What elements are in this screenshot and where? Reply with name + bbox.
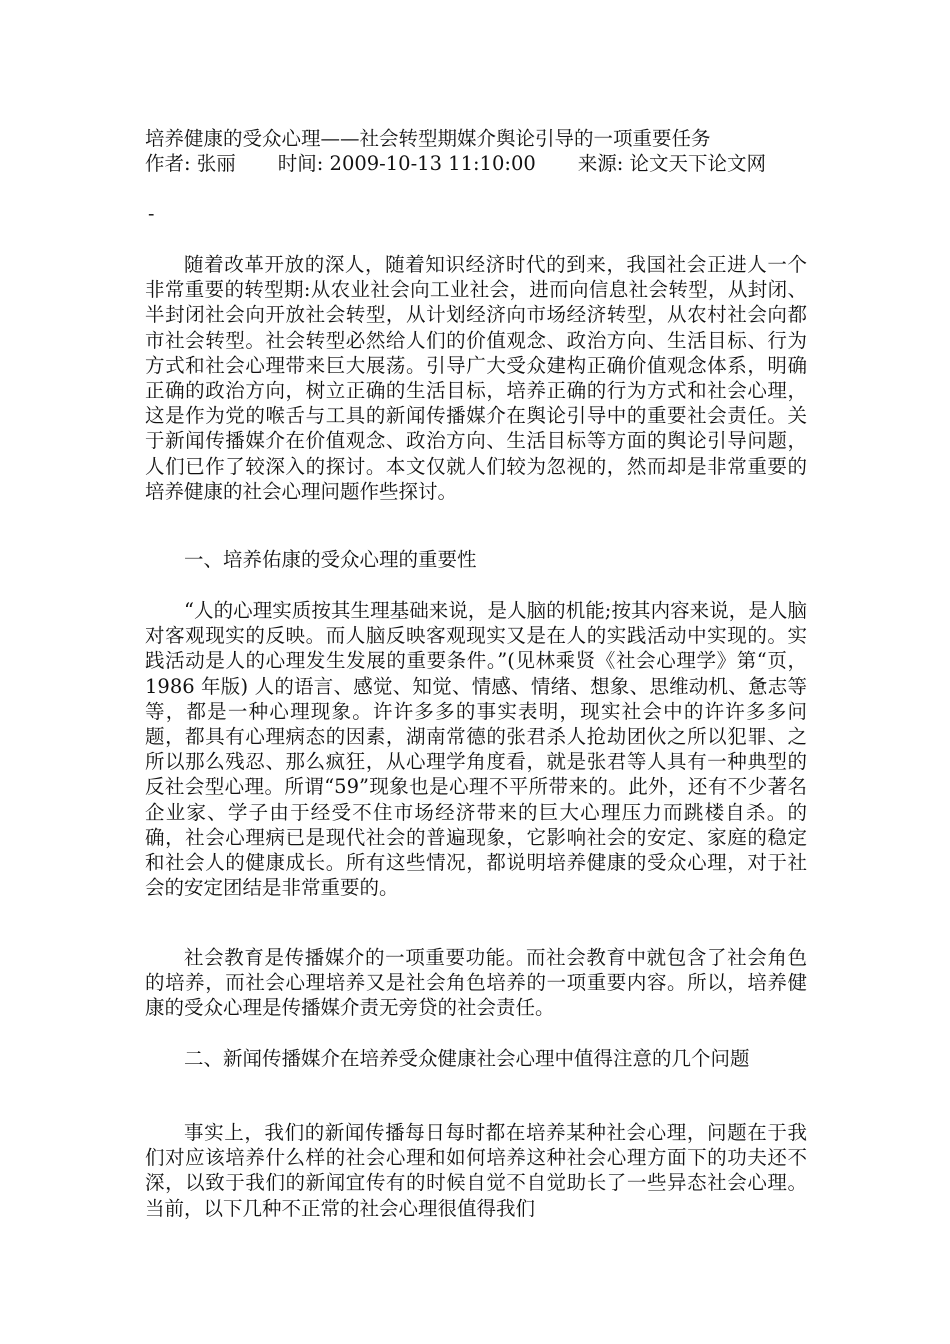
paragraph-intro: 随着改革开放的深人，随着知识经济时代的到来，我国社会正进人一个非常重要的转型期:从农业社会向工业社会，进而向信息社会转型，从封闭、半封闭社会向开放社会转型，从计划经济向市场经济转型，从农村社会向都市社会转型。社会转型必然给人们的价值观念、政治方向、生活目标、行为方式和社会心理带来巨大展荡。引导广大受众建构正确价值观念体系，明确正确的政治方向，树立正确的生活目标，培养正确的行为方式和社会心理，这是作为党的喉舌与工具的新闻传播媒介在舆论引导中的重要社会责任。关于新闻传播媒介在价值观念、政治方向、生活目标等方面的舆论引导问题，人们已作了较深入的探讨。本文仅就人们较为忽视的，然而却是非常重要的培养健康的社会心理问题作些探讨。 xyxy=(145,253,807,503)
author-text: 作者: 张丽 xyxy=(145,152,236,175)
paragraph-current-issues: 事实上，我们的新闻传播每日每时都在培养某种社会心理，问题在于我们对应该培养什么样的社会心理和如何培养这种社会心理方面下的功夫还不深，以致于我们的新闻宜传有的时候自觉不自觉助长了一些异态社会心理。当前，以下几种不正常的社会心理很值得我们 xyxy=(145,1121,807,1220)
time-text: 时间: 2009-10-13 11:10:00 xyxy=(277,152,536,175)
separator-mark: - xyxy=(148,203,155,225)
section-heading-2: 二、新闻传播媒介在培养受众健康社会心理中值得注意的几个问题 xyxy=(184,1047,750,1070)
document-meta xyxy=(145,151,825,176)
source-text: 来源: 论文天下论文网 xyxy=(577,152,767,175)
document-title: 培养健康的受众心理——社会转型期媒介舆论引导的一项重要任务 xyxy=(145,127,711,150)
section-heading-1: 一、培养佑康的受众心理的重要性 xyxy=(184,548,477,571)
paragraph-social-education: 社会教育是传播媒介的一项重要功能。而社会教育中就包含了社会角色的培养，而社会心理培养又是社会角色培养的一项重要内容。所以，培养健康的受众心理是传播媒介责无旁贷的社会责任。 xyxy=(145,946,807,1020)
paragraph-psychology: “人的心理实质按其生理基础来说，是人脑的机能;按其内容来说，是人脑对客观现实的反映。而人脑反映客观现实又是在人的实践活动中实现的。实践活动是人的心理发生发展的重要条件。”(见林乘贤《社会心理学》第“页，1986 年版) 人的语言、感觉、知觉、情感、情绪、想象、思维动机、惫志等等，都是一种心理现象。许许多多的事实表明，现实社会中的许许多多问题，都具有心理病态的因素，湖南常德的张君杀人抢劫团伙之所以犯罪、之所以那么残忍、那么疯狂，从心理学角度看，就是张君等人具有一种典型的反社会型心理。所谓“59”现象也是心理不平所带来的。此外，还有不少著名企业家、学子由于经受不住市场经济带来的巨大心理压力而跳楼自杀。的确，社会心理病已是现代社会的普遍现象，它影响社会的安定、家庭的稳定和社会人的健康成长。所有这些情况，都说明培养健康的受众心理，对于社会的安定团结是非常重要的。 xyxy=(145,599,807,900)
